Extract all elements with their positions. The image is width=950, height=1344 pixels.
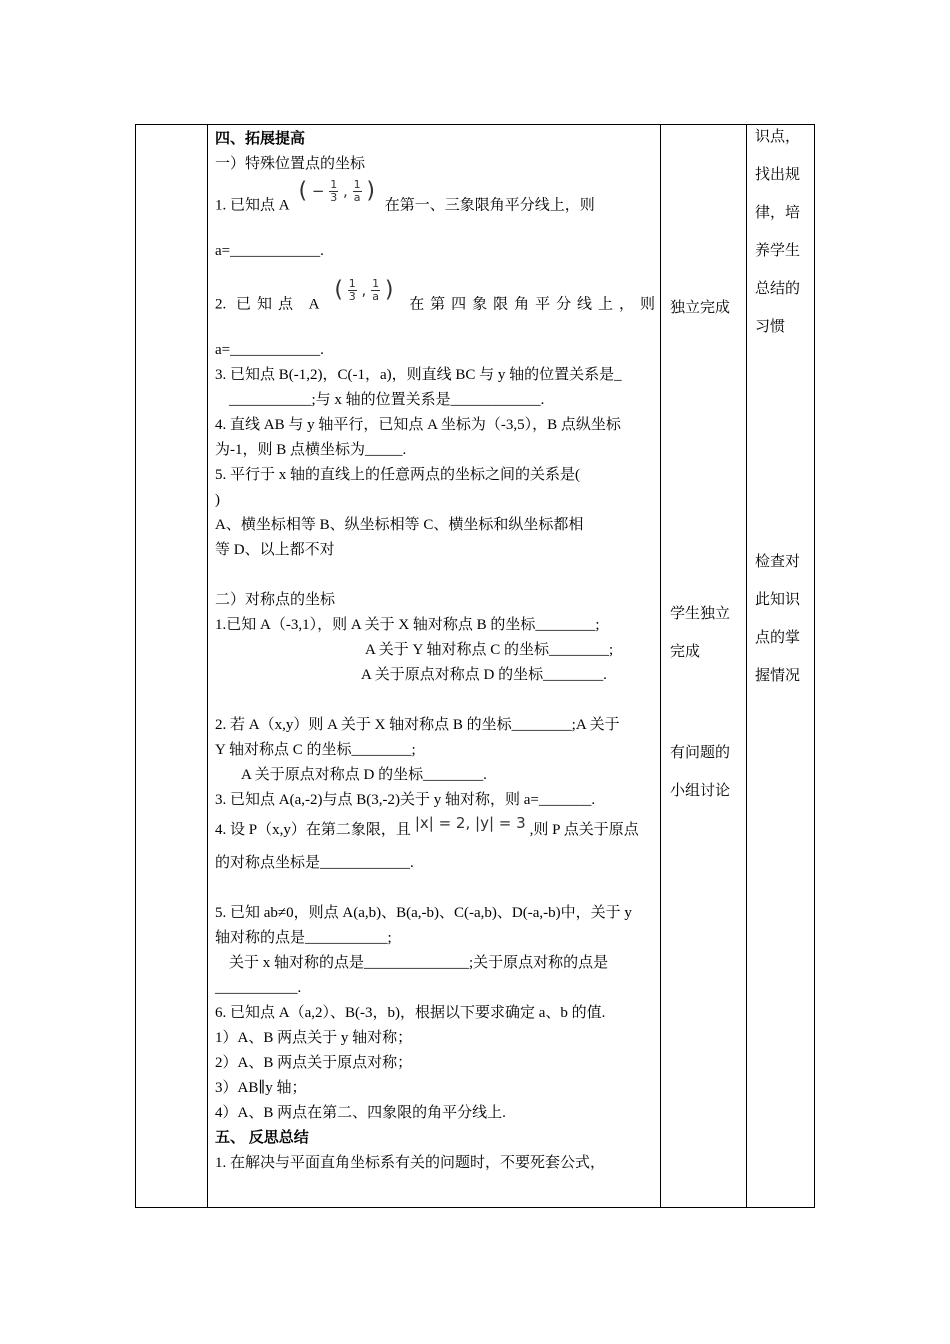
- question-3: 3. 已知点 B(-1,2)，C(-1，a)，则直线 BC 与 y 轴的位置关系是_: [215, 367, 622, 383]
- question-5-options: A、横坐标相等 B、纵坐标相等 C、横坐标和纵坐标都相: [215, 517, 584, 533]
- sym-question-2: 2. 若 A（x,y）则 A 关于 X 轴对称点 B 的坐标________;A 关于: [215, 717, 620, 733]
- sym-question-5: 5. 已知 ab≠0，则点 A(a,b)、B(a,-b)、C(-a,b)、D(-a,-b)中，关于 y: [215, 905, 632, 921]
- activity-note: 学生独立 完成: [670, 606, 731, 660]
- question-2: 2. 已知点 A ( $\frac{1}{3}$ , $\frac{1}{a}$ ) 在第四象限角平分线上，则: [215, 282, 655, 326]
- summary-item: 1. 在解决与平面直角坐标系有关的问题时，不要死套公式，: [215, 1155, 606, 1171]
- list-item: 4）A、B 两点在第二、四象限的角平分线上.: [215, 1105, 506, 1121]
- column-divider: [660, 124, 661, 1208]
- sym-question-4: 4. 设 P（x,y）在第二象限，且 |x| = 2, |y| = 3 ,则 P 点关于原点: [215, 807, 655, 851]
- purpose-note: 检查对 此知识 点的掌 握情况: [755, 554, 801, 684]
- list-item: 1）A、B 两点关于 y 轴对称；: [215, 1030, 413, 1046]
- list-item: 3）AB∥y 轴；: [215, 1080, 307, 1096]
- answer-line: a=____________.: [215, 243, 324, 259]
- column-divider: [207, 124, 208, 1208]
- purpose-note: 识点， 找出规 律，培 养学生 总结的 习惯: [755, 129, 801, 335]
- point-formula: ( $\frac{1}{3}$ , $\frac{1}{a}$ ): [334, 277, 394, 303]
- content-column: 四、拓展提高 一）特殊位置点的坐标 1. 已知点 A ( − $\frac{1}{3}$ , $\frac{1}{a}$ ) 在第一、三象限角平分线上，则 a=____________. 2. 已知点 A ( $\frac{1}{3}$ , $\frac{1}{a}$ ) 在第四象限角平分线上，则 a=____________. 3. 已知点 B(-1,2)，C(-1，a)，则直线 BC 与 y 轴的位置关系是_ ___________;与 x 轴的位置关系是____________. 4. 直线 AB 与 y 轴平行，已知点 A 坐标为（-3,5），B 点纵坐标 为-1，则 B 点横坐标为_____. 5. 平行于 x 轴的直线上的任意两点的坐标之间的关系是( ) A、横坐标相等 B、纵坐标相等 C、横坐标和纵坐标都相 等 D、以上都不对 二）对称点的坐标 1.已知 A（-3,1），则 A 关于 X 轴对称点 B 的坐标________; A 关于 Y 轴对称点 C 的坐标________; A 关于原点对称点 D 的坐标________. 2. 若 A（x,y）则 A 关于 X 轴对称点 B 的坐标________;A 关于 Y 轴对称点 C 的坐标________; A 关于原点对称点 D 的坐标________. 3. 已知点 A(a,-2)与点 B(3,-2)关于 y 轴对称，则 a=_______. 4. 设 P（x,y）在第二象限，且 |x| = 2, |y| = 3 ,则 P 点关于原点 的对称点坐标是____________. 5. 已知 ab≠0，则点 A(a,b)、B(a,-b)、C(-a,b)、D(-a,-b)中，关于 y 轴对称的点是___________; 关于 x 轴对称的点是______________;关于原点对称的点是 ___________. 6. 已知点 A（a,2）、B(-3，b)，根据以下要求确定 a、b 的值. 1）A、B 两点关于 y 轴对称； 2）A、B 两点关于原点对称； 3）AB∥y 轴； 4）A、B 两点在第二、四象限的角平分线上. 五、 反思总结 1. 在解决与平面直角坐标系有关的问题时，不要死套公式，: [215, 127, 655, 1176]
- sym-question-6: 6. 已知点 A（a,2）、B(-3，b)，根据以下要求确定 a、b 的值.: [215, 1005, 606, 1021]
- question-5: 5. 平行于 x 轴的直线上的任意两点的坐标之间的关系是(: [215, 467, 580, 483]
- list-item: 2）A、B 两点关于原点对称；: [215, 1055, 413, 1071]
- section-heading: 四、拓展提高: [215, 131, 306, 147]
- abs-formula: |x| = 2, |y| = 3: [414, 814, 526, 832]
- sym-question-1: 1.已知 A（-3,1），则 A 关于 X 轴对称点 B 的坐标________;: [215, 617, 600, 633]
- answer-line: a=____________.: [215, 342, 324, 358]
- sym-question-3: 3. 已知点 A(a,-2)与点 B(3,-2)关于 y 轴对称，则 a=_______.: [215, 792, 596, 808]
- activity-note: 独立完成: [670, 300, 731, 316]
- question-1: 1. 已知点 A ( − $\frac{1}{3}$ , $\frac{1}{a}$ ) 在第一、三象限角平分线上，则: [215, 183, 655, 227]
- section-heading: 五、 反思总结: [215, 1130, 309, 1146]
- question-4: 4. 直线 AB 与 y 轴平行，已知点 A 坐标为（-3,5），B 点纵坐标: [215, 417, 621, 433]
- subsection-heading: 一）特殊位置点的坐标: [215, 156, 366, 172]
- activity-note: 有问题的 小组讨论: [670, 745, 731, 799]
- subsection-heading: 二）对称点的坐标: [215, 592, 336, 608]
- column-divider: [746, 124, 747, 1208]
- point-formula: ( − $\frac{1}{3}$ , $\frac{1}{a}$ ): [298, 178, 375, 204]
